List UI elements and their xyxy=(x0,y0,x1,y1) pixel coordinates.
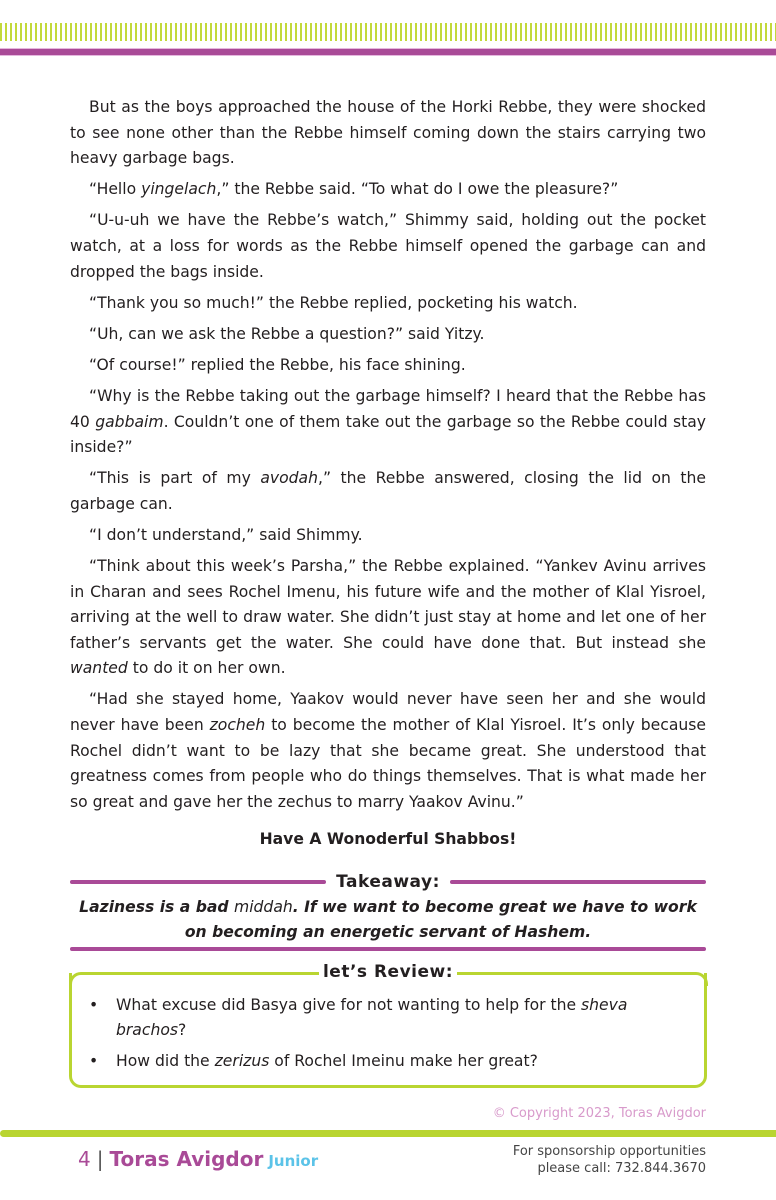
paragraph xyxy=(70,291,706,317)
review-question xyxy=(86,993,690,1043)
text-segment: “Think about this week’s Parsha,” the Rebbe explained. “Yankev Avinu arrives in Charan and sees Rochel Imenu, his future wife and the mother of Klal Yisroel, arriving at the well to draw water. She didn’t just stay at home and let one of her father’s servants get the water. She could have done that. But instead she xyxy=(70,557,706,652)
copyright: © Copyright 2023, Toras Avigdor xyxy=(492,1106,706,1121)
text-segment: of Rochel Imeinu make her great? xyxy=(269,1052,538,1070)
footer-brand xyxy=(78,1147,318,1171)
takeaway-part: Laziness is a bad xyxy=(79,898,234,916)
text-segment: But as the boys approached the house of the Horki Rebbe, they were shocked to see none other than the Rebbe himself coming down the stairs carrying two heavy garbage bags. xyxy=(70,98,706,168)
paragraph xyxy=(70,466,706,517)
takeaway-part: middah xyxy=(234,898,293,916)
divider xyxy=(70,947,706,951)
text-segment: “Why is the Rebbe taking out the garbage himself? I heard that the Rebbe has 40 xyxy=(70,386,706,431)
divider xyxy=(450,880,706,884)
text-segment: “Thank you so much!” the Rebbe replied, pocketing his watch. xyxy=(89,293,578,312)
text-segment: “Of course!” replied the Rebbe, his face shining. xyxy=(89,355,466,374)
text-segment: How did the xyxy=(116,1052,215,1070)
takeaway-part: . If we want to become great we have to work on becoming an energetic servant of Hashem. xyxy=(184,898,697,941)
text-segment: to become the mother of Klal Yisroel. It’s only because Rochel didn’t want to be lazy that she became great. She understood that greatness comes from people who do things themselves. That is what made her so great and gave her the zechus to marry Yaakov Avinu.” xyxy=(70,716,706,811)
header-bar xyxy=(0,48,776,56)
review-heading: let’s Review: xyxy=(319,962,457,982)
review-question xyxy=(86,1049,690,1074)
text-segment: “I don’t understand,” said Shimmy. xyxy=(89,525,363,544)
footer-bar xyxy=(0,1130,776,1137)
text-segment: avodah xyxy=(260,469,318,488)
takeaway-heading: Takeaway: xyxy=(336,872,440,892)
paragraph xyxy=(70,95,706,172)
text-segment: wanted xyxy=(70,659,128,678)
review-list xyxy=(86,993,690,1080)
text-segment: to do it on her own. xyxy=(127,659,286,678)
brand-logo: Toras Avigdor xyxy=(109,1147,264,1171)
closing-line: Have A Wonoderful Shabbos! xyxy=(259,830,517,848)
paragraph xyxy=(70,384,706,461)
text-segment: “Hello xyxy=(89,180,142,199)
text-segment: . Couldn’t one of them take out the garbage so the Rebbe could stay inside?” xyxy=(70,412,706,457)
text-segment: “U-u-uh we have the Rebbe’s watch,” Shimmy said, holding out the pocket watch, at a loss for words as the Rebbe himself opened the garbage can and dropped the bags inside. xyxy=(70,211,706,281)
page-number: 4 xyxy=(78,1147,91,1171)
sponsorship-info xyxy=(513,1143,706,1177)
separator: | xyxy=(96,1147,104,1171)
text-segment: “This is part of my xyxy=(89,469,261,488)
text-segment: zerizus xyxy=(214,1052,270,1070)
story-text xyxy=(70,95,706,821)
text-segment: yingelach xyxy=(141,180,217,199)
text-segment: zocheh xyxy=(209,716,266,735)
sponsor-phone: please call: 732.844.3670 xyxy=(537,1161,706,1176)
paragraph xyxy=(70,687,706,815)
review-box xyxy=(69,973,707,1088)
text-segment: sheva brachos xyxy=(116,996,628,1039)
text-segment: ? xyxy=(178,1021,187,1039)
text-segment: “Had she stayed home, Yaakov would never have seen her and she would never have been xyxy=(70,690,706,735)
sponsor-line: For sponsorship opportunities xyxy=(512,1144,706,1159)
text-segment: What excuse did Basya give for not wanting to help for the xyxy=(116,996,582,1014)
paragraph xyxy=(70,554,706,682)
paragraph xyxy=(70,208,706,285)
text-segment: ,” the Rebbe said. “To what do I owe the pleasure?” xyxy=(216,180,619,199)
text-segment: ,” the Rebbe answered, closing the lid on the garbage can. xyxy=(70,469,706,513)
paragraph xyxy=(70,177,706,203)
brand-sub: Junior xyxy=(268,1152,319,1170)
takeaway-text xyxy=(70,895,706,944)
text-segment: gabbaim xyxy=(95,412,164,431)
paragraph xyxy=(70,322,706,348)
decorative-stripes xyxy=(0,23,776,41)
takeaway-header xyxy=(70,872,706,892)
paragraph xyxy=(70,353,706,379)
review-header xyxy=(70,962,706,982)
divider xyxy=(70,880,326,884)
paragraph xyxy=(70,523,706,549)
text-segment: “Uh, can we ask the Rebbe a question?” said Yitzy. xyxy=(89,324,485,343)
